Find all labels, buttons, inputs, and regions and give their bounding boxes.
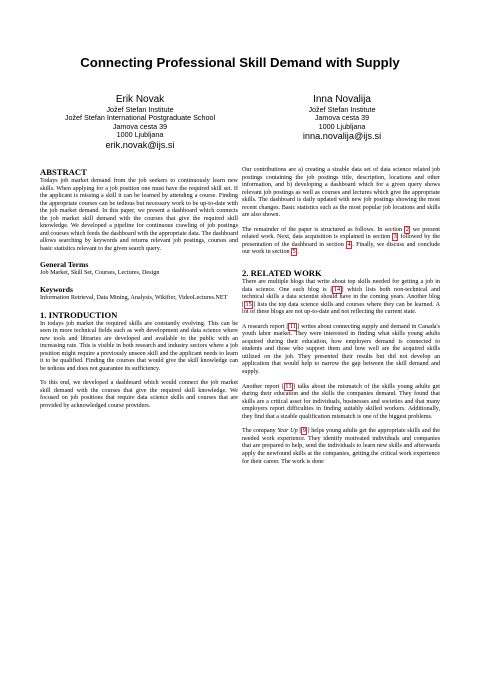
text-run [298, 428, 300, 434]
citation-link[interactable]: 13 [285, 383, 292, 390]
citation-link[interactable]: 14 [333, 286, 341, 293]
general-terms-text: Job Market, Skill Set, Courses, Lectures, Design [40, 270, 160, 277]
keywords-section [40, 285, 238, 303]
introduction-paragraph: In todays job market the required skills are constantly evolving. This can be seen in more technical fields such as web development and data science where new tools and libraries are developed and available to the public with an increasing rate. This is visible in both research and industry sectors where a job position might require a previously unseen skill and the applicant needs to learn it to be qualified. Finding the courses that would give the skill knowledge can be tedious and does not guarantee its sufficiency. [40, 320, 238, 372]
text-run: . [297, 249, 299, 256]
text-run: talks about the mismatch of the skills young adults get during their education and the skills the companies demand. They found that skills are a critical asset for individuals, businesses and societies and that many employers report difficulties in finding suitably skilled workers. Additionally, they find that a sizable qualification mismatch is one of the biggest problems. [242, 383, 440, 420]
company-name: Year Up [277, 428, 298, 435]
general-terms-heading: General Terms [40, 260, 89, 270]
introduction-paragraph: Our contributions are a) creating a sizable data set of data science related job postings containing the job postings title, description, locations and other information, and b) developing a dashboard which for a given query shows relevant job postings as well as courses and lectures which give the appropriate skills. The dashboard is daily updated with new job postings showing the most recent changes. Basic statistics such as the most popular job locations and skills are also shown. [242, 167, 440, 219]
author-name: Inna Novalija [313, 94, 371, 105]
keywords-text: Information Retrieval, Data Mining, Analysis, Wikifier, VideoLectures.NET [40, 295, 228, 302]
general-terms-section [40, 260, 238, 278]
left-column [40, 167, 238, 418]
section-ref-link[interactable]: 5 [292, 249, 296, 256]
section-ref-link[interactable]: 3 [393, 234, 397, 241]
introduction-section [40, 310, 238, 411]
text-run: There are multiple blogs that write about top skills needed for getting a job in data science. One such blog is [242, 279, 440, 293]
introduction-heading: 1. INTRODUCTION [40, 309, 118, 320]
introduction-paragraph: To this end, we developed a dashboard which would connect the job market skill demand with the courses that give the required skill knowledge. We focused on job positions that require data science skills and courses that are provided by acknowledged course providers. [40, 380, 238, 410]
text-run: The remainder of the paper is structured as follows. In section [242, 226, 405, 233]
text-run: lists the top data science skills and courses where they can be learned. A lot of these blogs are not up-to-date and not reflecting the current state. [242, 301, 440, 316]
author-name: Erik Novak [115, 94, 165, 105]
author-city: 1000 Ljubljana [318, 121, 366, 131]
citation-link[interactable]: 11 [289, 323, 296, 330]
related-work-paragraph: A research report [ 11 ] writes about connecting supply and demand in Canada's youth labor market. They were interested in finding what skills young adults acquired during their education, how employers demand is connected to students and those who support them and how well are the acquired skills utilized on the job. They presented their results but did not develop an application that would help to narrow the gap between the skill demand and supply. [242, 323, 440, 376]
citation-link[interactable]: 9 [302, 428, 306, 435]
author-email: inna.novalija@ijs.si [302, 131, 382, 142]
keywords-heading: Keywords [40, 285, 73, 295]
text-run: helps young adults get the appropriate skills and the needed work experience. They identify motivated individuals and companies that are prepared to help, send the individuals to learn new skills and afterwards apply the newfound skills at the companies, getting the critical work experience for their career. The work is done [242, 428, 440, 465]
text-run: The company [242, 428, 278, 435]
author-affiliation: Jožef Stefan Institute [106, 105, 174, 114]
text-run: . Finally, we discuss and conclude our work in section [242, 241, 440, 256]
author-block-2 [262, 94, 422, 142]
related-work-paragraph: Another report [ 13 ] talks about the mismatch of the skills young adults get during their education and the skills the companies demand. They found that skills are a critical asset for individuals, businesses and societies and that many employers report difficulties in finding suitably skilled workers. Additionally, they find that a sizable qualification mismatch is one of the biggest problems. [242, 383, 440, 420]
related-work-section [242, 268, 440, 466]
author-block-1 [40, 94, 240, 151]
section-ref-link[interactable]: 2 [405, 226, 409, 233]
related-work-paragraph: There are multiple blogs that write about top skills needed for getting a job in data science. One such blog is [ 14 ] which lists both non-technical and technical skills a data scientist should have in the coming years. Another blog [ 15 ] lists the top data science skills and courses where they can be learned. A lot of these blogs are not up-to-date and not reflecting the current state. [242, 279, 440, 316]
paper-title: Connecting Professional Skill Demand with Supply [80, 55, 400, 70]
text-run: writes about connecting supply and demand in Canada's youth labor market. They were interested in finding what skills young adults acquired during their education, how employers demand is connected to students and those who support them and how well are the acquired skills utilized on the job. They presented their results but did not develop an application that would help to narrow the gap between the skill demand and supply. [242, 323, 440, 376]
author-address: Jamova cesta 39 [112, 121, 168, 131]
author-affiliation: Jožef Stefan International Postgraduate School [64, 113, 216, 123]
right-column [242, 167, 440, 473]
abstract-text: Todays job market demand from the job seekers to continuously learn new skills. When applying for a job position one must have the required skill set. If the applicant is missing a skill it can be learned by attending a course. Finding the appropriate courses can be tedious but necessary work to be up-to-date with the job market demand. In this paper, we present a dashboard which connects the job market skill demand with the courses that give the required skill knowledge. We developed a pipeline for continuous crawling of job postings and courses which feeds the dashboard with the appropriate data. The dashboard allows searching by keywords and returns relevant job postings, courses and basic statistics relevant to the given search query. [40, 178, 238, 252]
related-work-heading: 2. RELATED WORK [242, 268, 322, 279]
abstract-heading: ABSTRACT [40, 167, 87, 177]
author-address: Jamova cesta 39 [314, 113, 370, 123]
abstract-section [40, 167, 238, 253]
section-ref-link[interactable]: 4 [347, 241, 351, 248]
author-email: erik.novak@ijs.si [105, 139, 175, 150]
citation-link[interactable]: 15 [245, 301, 252, 308]
text-run: Another report [242, 383, 282, 390]
author-affiliation: Jožef Stefan Institute [308, 105, 376, 114]
author-city: 1000 Ljubljana [116, 130, 164, 140]
introduction-paragraph [242, 227, 440, 257]
text-run: we present related work. Next, data acquisition is explained in section [242, 226, 440, 241]
text-run: which lists both non-technical and technical skills a data scientist should have in the coming years. Another blog [242, 286, 440, 301]
text-run: followed by the presentation of the dashboard in section [242, 234, 440, 248]
text-run: A research report [242, 323, 287, 330]
related-work-paragraph: The company Year Up [ 9 ] helps young adults get the appropriate skills and the needed work experience. They identify motivated individuals and companies that are prepared to help, send the individuals to learn new skills and afterwards apply the newfound skills at the companies, getting the critical work experience for their career. The work is done [242, 428, 440, 465]
